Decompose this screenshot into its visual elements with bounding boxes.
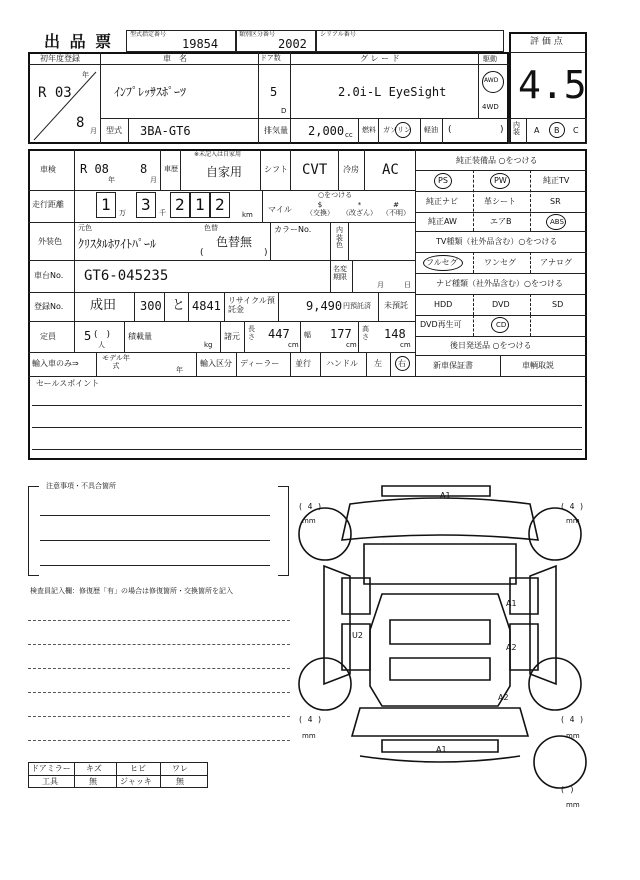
later-warranty: 新車保証書 (433, 361, 473, 370)
diagram-mark-right-front: A1 (506, 599, 517, 608)
year-unit: 年 (82, 71, 89, 79)
interior-grade-circle (549, 122, 565, 138)
name-change-label: 名変期限 (333, 265, 347, 281)
first-reg-month: 8 (76, 115, 85, 131)
import-type-label: 輸入区分 (200, 359, 232, 368)
navi-sd: SD (552, 300, 564, 309)
tools-tool-label: 工具 (42, 777, 58, 786)
color-no-label: カラーNo. (274, 225, 312, 234)
navi-title: ナビ種類（社外品含む）○をつける (436, 279, 563, 288)
capacity-label: 定員 (40, 332, 56, 341)
serial-label: シリアル番号 (320, 31, 356, 38)
equip-tv: 純正TV (543, 176, 570, 185)
diagram-mark-rear-quarter: A2 (498, 693, 509, 702)
tire-depth-rr: ( 4 ) (560, 715, 585, 724)
displacement-unit: cc (345, 131, 353, 139)
capacity-unit: 人 (98, 341, 105, 349)
shaken-year: R 08 (80, 162, 109, 176)
inspector-label: 検査員記入欄：修復歴「有」の場合は修復箇所・交換箇所を記入 (30, 587, 233, 595)
history-label: 車歴 (164, 165, 178, 173)
fuel-circle-mark (395, 122, 411, 138)
history-value: 自家用 (206, 165, 243, 179)
mileage-digit-1: 1 (101, 195, 111, 214)
meter-opt-mile: マイル (268, 205, 292, 214)
type-label: 型式 (106, 126, 122, 135)
shift-value: CVT (302, 162, 328, 178)
equip-pw-circle (490, 173, 510, 189)
car-name-label: 車 名 (163, 54, 187, 63)
import-label: 輸入車のみ⇒ (32, 359, 79, 368)
fuel-label: 燃料 (362, 126, 376, 134)
parallel-option: 並行 (295, 359, 311, 368)
doors-label: ドア数 (260, 54, 281, 62)
sen-unit: 千 (159, 209, 166, 217)
grade-value: 2.0i-L EyeSight (338, 85, 447, 99)
plate-label: 登録No. (34, 302, 64, 311)
tools-header-crack: ヒビ (130, 764, 146, 773)
dims-label: 諸元 (224, 332, 240, 341)
mm-unit: mm (566, 732, 580, 740)
diagram-mark-right-rear: A2 (506, 643, 517, 652)
tools-tool-value: 無 (89, 777, 97, 786)
repaint-label: 色替 (204, 224, 218, 232)
mm-unit: mm (566, 801, 580, 809)
length-label: 長さ (248, 325, 255, 341)
exterior-color: ｸﾘｽﾀﾙﾎﾜｲﾄﾊﾟｰﾙ (78, 237, 157, 251)
tire-depth-fl: ( 4 ) (298, 502, 323, 511)
orig-color-label: 元色 (78, 224, 92, 232)
mileage-digit-4: 1 (195, 195, 205, 214)
interior-grade-c: C (573, 126, 579, 135)
category-value: 2002 (278, 37, 307, 51)
meter-opt-exchange: $ （交換） (306, 201, 334, 218)
equip-ps: PS (438, 176, 448, 185)
meter-note: ○をつける (318, 191, 353, 199)
tv-fullseg-circle (423, 255, 463, 271)
notes-label: 注意事項・不具合箇所 (46, 482, 116, 490)
interior-grade-a: A (534, 126, 540, 135)
tools-header-mirror: ドアミラー (31, 764, 71, 773)
mm-unit: mm (566, 517, 580, 525)
dvd-circle (491, 317, 509, 333)
later-manual: 車輌取説 (522, 361, 554, 370)
recycle-label: リサイクル預託金 (228, 296, 275, 314)
tools-header-scratch: キズ (86, 764, 102, 773)
handle-left: 左 (374, 359, 382, 368)
width-value: 177 (330, 327, 352, 341)
rating-value: 4.5 (518, 63, 587, 107)
tools-jack-label: ジャッキ (120, 777, 152, 786)
rating-label: 評 価 点 (530, 37, 563, 47)
diagram-mark-front-bumper: A1 (440, 491, 451, 500)
height-label: 高さ (362, 325, 369, 341)
fuel-value: ガソリン (383, 126, 411, 134)
model-code-value: 19854 (182, 37, 219, 51)
tv-title: TV種類（社外品含む）○をつける (436, 237, 558, 246)
mileage-digit-5: 2 (215, 195, 225, 214)
displacement-value: 2,000 (308, 124, 345, 138)
oil-label: 軽油 (424, 126, 438, 134)
height-value: 148 (384, 327, 406, 341)
equip-airbag: エアB (490, 217, 512, 226)
mileage-label: 走行距離 (32, 200, 64, 209)
shift-label: シフト (264, 165, 288, 174)
model-code-label: 型式指定番号 (130, 31, 167, 38)
cm-unit: cm (400, 341, 411, 349)
model-year-unit: 年 (176, 366, 183, 374)
model-year-label: モデル年式 (102, 354, 130, 370)
car-damage-diagram (290, 474, 590, 814)
car-name: ｲﾝﾌﾟﾚｯｻｽﾎﾟｰﾂ (114, 85, 187, 99)
form-title: 出 品 票 (44, 32, 114, 51)
width-label: 幅 (304, 331, 311, 339)
category-label: 類別区分番号 (239, 31, 276, 38)
diagram-mark-rear-bumper: A1 (436, 745, 447, 754)
interior-color-label: 内装色 (336, 226, 343, 250)
ac-value: AC (382, 162, 399, 178)
handle-right-circle (395, 356, 410, 371)
tv-analog: アナログ (540, 258, 572, 267)
man-unit: 万 (119, 209, 126, 217)
repaint-value: 色替無 (216, 235, 253, 249)
tools-header-break: ワレ (172, 764, 188, 773)
tv-oneseg: ワンセグ (484, 258, 516, 267)
tv-fullseg: フルセグ (426, 258, 458, 267)
tire-depth-fr: ( 4 ) (560, 502, 585, 511)
sales-point-label: セールスポイント (36, 379, 100, 388)
equip-sr: SR (550, 197, 561, 206)
navi-hdd: HDD (434, 300, 453, 309)
cm-unit: cm (288, 341, 299, 349)
km-unit: km (242, 211, 253, 219)
load-unit: kg (204, 341, 213, 349)
mileage-digit-3: 2 (175, 195, 185, 214)
first-reg-year: R 03 (38, 85, 72, 101)
load-label: 積載量 (128, 332, 152, 341)
handle-label: ハンドル (326, 359, 358, 368)
interior-grade-b: B (554, 126, 560, 135)
equip-navi: 純正ナビ (426, 197, 458, 206)
diagram-mark-left: U2 (352, 631, 363, 640)
dealer-option: ディーラー (240, 359, 280, 368)
equip-abs: ABS (550, 218, 564, 226)
plate-kana: と (172, 298, 186, 313)
first-reg-label: 初年度登録 (40, 54, 80, 63)
equip-abs-circle (546, 214, 566, 230)
interior-label: 内装 (513, 121, 520, 136)
history-note: ※未記入は自家用 (194, 151, 242, 158)
meter-opt-altered: * （改ざん） (342, 201, 377, 218)
exterior-label: 外装色 (38, 237, 62, 246)
cm-unit: cm (346, 341, 357, 349)
nc-month-unit: 月 (377, 281, 384, 289)
month-unit: 月 (90, 127, 97, 135)
handle-right: 右 (398, 359, 406, 368)
equip-pw: PW (494, 176, 507, 185)
equip-leather: 革シート (484, 197, 516, 206)
shaken-month: 8 (140, 162, 148, 176)
shaken-month-unit: 月 (150, 176, 157, 184)
dvd-label: DVD再生可 (420, 320, 462, 329)
ac-label: 冷房 (343, 165, 359, 174)
chassis-value: GT6-045235 (84, 268, 169, 284)
capacity-value: 5 (84, 329, 92, 343)
recycle-value: 9,490 (306, 299, 343, 313)
grade-label: グ レ ー ド (360, 54, 400, 63)
equipment-title: 純正装備品 ○をつける (456, 156, 538, 165)
doors-value: 5 (270, 85, 278, 99)
nc-day-unit: 日 (404, 281, 411, 289)
mm-unit: mm (302, 732, 316, 740)
shaken-year-unit: 年 (108, 176, 115, 184)
meter-opt-unknown: # （不明） (382, 201, 410, 218)
tire-depth-rl: ( 4 ) (298, 715, 323, 724)
shaken-label: 車検 (40, 165, 56, 174)
equip-aw: 純正AW (428, 217, 457, 226)
equip-ps-circle (434, 173, 452, 189)
mileage-digit-2: 3 (141, 195, 151, 214)
tools-jack-value: 無 (176, 777, 184, 786)
later-title: 後日発送品 ○をつける (450, 341, 532, 350)
recycle-unit: 円預託済 (343, 302, 371, 310)
drive-label: 駆動 (483, 55, 497, 63)
mm-unit: mm (302, 517, 316, 525)
doors-sub: D (281, 107, 287, 115)
dvd-mark: CD (496, 321, 507, 329)
plate-area: 成田 (90, 298, 117, 313)
plate-number: 4841 (192, 299, 221, 313)
length-value: 447 (268, 327, 290, 341)
drive-value: 4WD (482, 103, 499, 111)
plate-class: 300 (140, 299, 162, 313)
navi-dvd: DVD (492, 300, 510, 309)
chassis-label: 車台No. (34, 271, 64, 280)
unpaid-label: 未預託 (384, 301, 408, 310)
displacement-label: 排気量 (264, 126, 288, 135)
tire-depth-spare: ( ) (560, 785, 575, 794)
type-value: 3BA-GT6 (140, 124, 191, 138)
